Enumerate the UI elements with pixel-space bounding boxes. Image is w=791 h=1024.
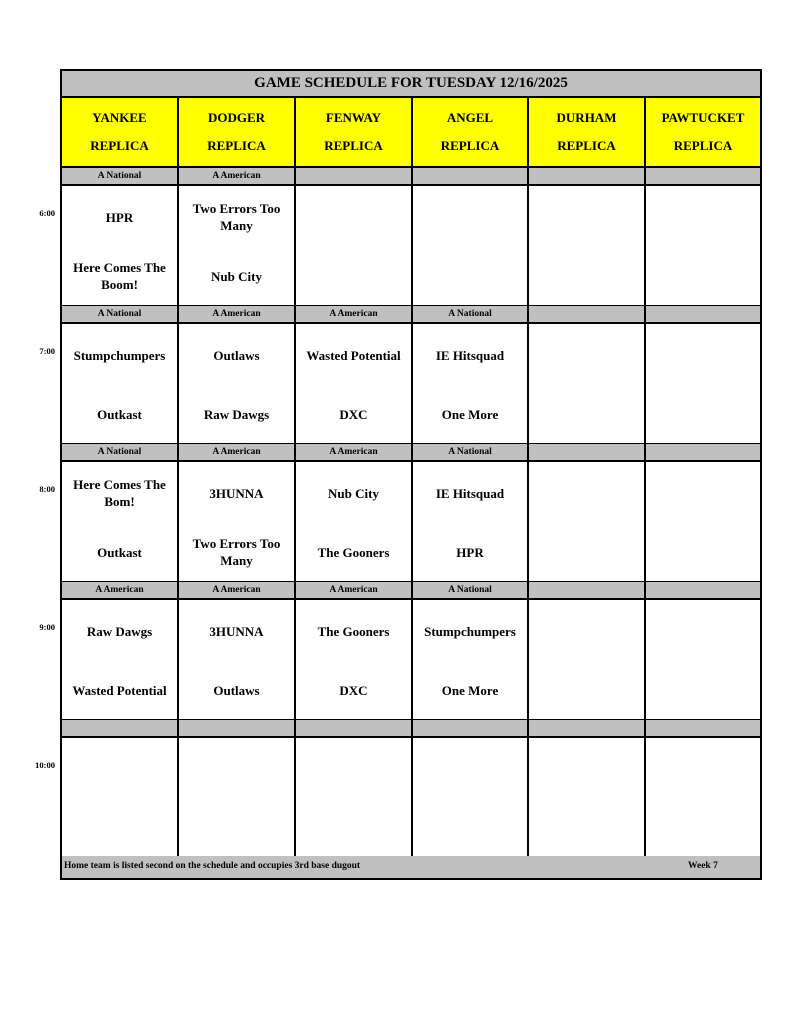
division-label: A American bbox=[179, 306, 296, 322]
time-label: 10:00 bbox=[35, 760, 55, 770]
away-team: 3HUNNA bbox=[209, 623, 264, 639]
time-slot-row bbox=[62, 462, 760, 583]
division-label bbox=[646, 582, 760, 598]
schedule-title: GAME SCHEDULE FOR TUESDAY 12/16/2025 bbox=[62, 71, 760, 98]
away-team: IE Hitsquad bbox=[435, 347, 505, 363]
away-team bbox=[532, 611, 641, 651]
game-cell bbox=[646, 186, 760, 305]
week-label: Week 7 bbox=[688, 861, 718, 871]
time-slot-row bbox=[62, 600, 760, 721]
away-team: Stumpchumpers bbox=[73, 347, 166, 363]
field-subtitle: REPLICA bbox=[207, 138, 266, 153]
home-team: Two Errors Too Many bbox=[192, 536, 281, 568]
away-team: Stumpchumpers bbox=[424, 623, 516, 639]
home-team: Wasted Potential bbox=[72, 682, 167, 698]
division-label: A National bbox=[62, 306, 179, 322]
division-label: A American bbox=[296, 444, 413, 460]
home-team: Nub City bbox=[211, 268, 262, 284]
home-team bbox=[532, 532, 641, 572]
away-team: Two Errors Too Many bbox=[192, 201, 281, 233]
division-label bbox=[62, 720, 179, 736]
division-label bbox=[529, 582, 646, 598]
home-team bbox=[299, 256, 408, 296]
home-team bbox=[182, 808, 291, 848]
game-cell bbox=[646, 324, 760, 443]
field-name: ANGEL bbox=[446, 110, 494, 125]
home-team bbox=[532, 670, 641, 710]
field-subtitle: REPLICA bbox=[557, 138, 616, 153]
division-label: A National bbox=[413, 306, 529, 322]
field-subtitle: REPLICA bbox=[90, 138, 149, 153]
division-label bbox=[413, 720, 529, 736]
division-band bbox=[62, 444, 760, 462]
away-team: Here Comes The Bom! bbox=[73, 477, 166, 509]
division-label bbox=[296, 168, 413, 184]
schedule-footer bbox=[62, 856, 760, 878]
away-team bbox=[65, 749, 174, 789]
game-cell bbox=[296, 738, 413, 857]
division-label: A National bbox=[413, 444, 529, 460]
home-team bbox=[649, 670, 757, 710]
time-label: 6:00 bbox=[39, 208, 55, 218]
home-team: Outkast bbox=[97, 544, 142, 560]
home-team: Here Comes The Boom! bbox=[73, 260, 166, 292]
game-cell bbox=[62, 324, 179, 443]
away-team bbox=[649, 197, 757, 237]
game-cell bbox=[179, 738, 296, 857]
division-band bbox=[62, 168, 760, 186]
home-team bbox=[649, 808, 757, 848]
field-name: PAWTUCKET bbox=[661, 110, 745, 125]
game-cell bbox=[413, 738, 529, 857]
home-team bbox=[532, 808, 641, 848]
away-team bbox=[649, 335, 757, 375]
home-team bbox=[649, 532, 757, 572]
away-team bbox=[649, 473, 757, 513]
away-team bbox=[299, 197, 408, 237]
time-label: 7:00 bbox=[39, 346, 55, 356]
division-label bbox=[646, 444, 760, 460]
division-label bbox=[529, 306, 646, 322]
home-team: Outkast bbox=[97, 406, 142, 422]
game-cell bbox=[413, 462, 529, 581]
division-label bbox=[646, 720, 760, 736]
time-label: 8:00 bbox=[39, 484, 55, 494]
away-team: Outlaws bbox=[213, 347, 260, 363]
division-label: A American bbox=[179, 582, 296, 598]
home-team: One More bbox=[441, 682, 499, 698]
time-slot-row bbox=[62, 738, 760, 859]
field-header-4 bbox=[529, 98, 646, 166]
game-cell bbox=[413, 324, 529, 443]
away-team bbox=[532, 749, 641, 789]
division-label bbox=[646, 168, 760, 184]
division-label bbox=[646, 306, 760, 322]
home-team bbox=[649, 394, 757, 434]
division-label: A National bbox=[62, 444, 179, 460]
away-team: The Gooners bbox=[317, 623, 390, 639]
field-header-row bbox=[62, 98, 760, 168]
game-cell bbox=[646, 462, 760, 581]
field-name: YANKEE bbox=[92, 110, 147, 125]
division-label bbox=[529, 720, 646, 736]
game-cell bbox=[529, 738, 646, 857]
away-team bbox=[649, 749, 757, 789]
field-name: DURHAM bbox=[556, 110, 617, 125]
home-team: Outlaws bbox=[213, 682, 260, 698]
game-cell bbox=[296, 600, 413, 719]
away-team bbox=[532, 335, 641, 375]
division-label bbox=[529, 444, 646, 460]
footer-note: Home team is listed second on the schedule and occupies 3rd base dugout bbox=[64, 861, 361, 871]
home-team bbox=[299, 808, 408, 848]
game-cell bbox=[62, 738, 179, 857]
field-header-5 bbox=[646, 98, 760, 166]
division-label bbox=[179, 720, 296, 736]
game-cell bbox=[179, 324, 296, 443]
home-team bbox=[532, 256, 641, 296]
division-label bbox=[529, 168, 646, 184]
field-subtitle: REPLICA bbox=[440, 138, 500, 153]
division-band bbox=[62, 720, 760, 738]
home-team: One More bbox=[441, 406, 499, 422]
game-cell bbox=[646, 600, 760, 719]
field-header-2 bbox=[296, 98, 413, 166]
away-team: IE Hitsquad bbox=[435, 485, 505, 501]
game-cell bbox=[62, 462, 179, 581]
time-slot-row bbox=[62, 186, 760, 307]
game-cell bbox=[296, 324, 413, 443]
time-label: 9:00 bbox=[39, 622, 55, 632]
game-cell bbox=[529, 324, 646, 443]
game-cell bbox=[529, 600, 646, 719]
game-cell bbox=[296, 186, 413, 305]
away-team: Wasted Potential bbox=[306, 347, 401, 363]
field-name: DODGER bbox=[207, 110, 266, 125]
home-team: HPR bbox=[456, 544, 484, 560]
game-cell bbox=[179, 462, 296, 581]
home-team bbox=[532, 394, 641, 434]
time-slot-row bbox=[62, 324, 760, 445]
game-cell bbox=[529, 186, 646, 305]
away-team: HPR bbox=[105, 209, 134, 225]
schedule-sheet bbox=[60, 69, 762, 880]
home-team bbox=[416, 808, 524, 848]
home-team: DXC bbox=[339, 406, 368, 422]
field-subtitle: REPLICA bbox=[673, 138, 733, 153]
division-band bbox=[62, 582, 760, 600]
game-cell bbox=[646, 738, 760, 857]
division-label: A American bbox=[296, 582, 413, 598]
field-header-0 bbox=[62, 98, 179, 166]
away-team bbox=[649, 611, 757, 651]
game-cell bbox=[179, 186, 296, 305]
home-team: The Gooners bbox=[317, 544, 390, 560]
away-team bbox=[416, 749, 524, 789]
home-team bbox=[649, 256, 757, 296]
division-label: A National bbox=[62, 168, 179, 184]
game-cell bbox=[413, 186, 529, 305]
away-team: Nub City bbox=[328, 485, 379, 501]
home-team bbox=[416, 256, 524, 296]
division-label: A American bbox=[296, 306, 413, 322]
division-label bbox=[296, 720, 413, 736]
away-team bbox=[299, 749, 408, 789]
home-team: DXC bbox=[339, 682, 368, 698]
field-subtitle: REPLICA bbox=[324, 138, 383, 153]
away-team: 3HUNNA bbox=[209, 485, 264, 501]
home-team bbox=[65, 808, 174, 848]
game-cell bbox=[62, 186, 179, 305]
division-label: A American bbox=[62, 582, 179, 598]
division-label: A National bbox=[413, 582, 529, 598]
game-cell bbox=[529, 462, 646, 581]
home-team: Raw Dawgs bbox=[203, 406, 270, 422]
away-team: Raw Dawgs bbox=[86, 623, 153, 639]
game-cell bbox=[62, 600, 179, 719]
field-name: FENWAY bbox=[325, 110, 382, 125]
field-header-1 bbox=[179, 98, 296, 166]
game-cell bbox=[296, 462, 413, 581]
division-band bbox=[62, 306, 760, 324]
away-team bbox=[416, 197, 524, 237]
away-team bbox=[182, 749, 291, 789]
division-label: A American bbox=[179, 168, 296, 184]
game-cell bbox=[179, 600, 296, 719]
division-label bbox=[413, 168, 529, 184]
game-cell bbox=[413, 600, 529, 719]
division-label: A American bbox=[179, 444, 296, 460]
field-header-3 bbox=[413, 98, 529, 166]
away-team bbox=[532, 197, 641, 237]
away-team bbox=[532, 473, 641, 513]
